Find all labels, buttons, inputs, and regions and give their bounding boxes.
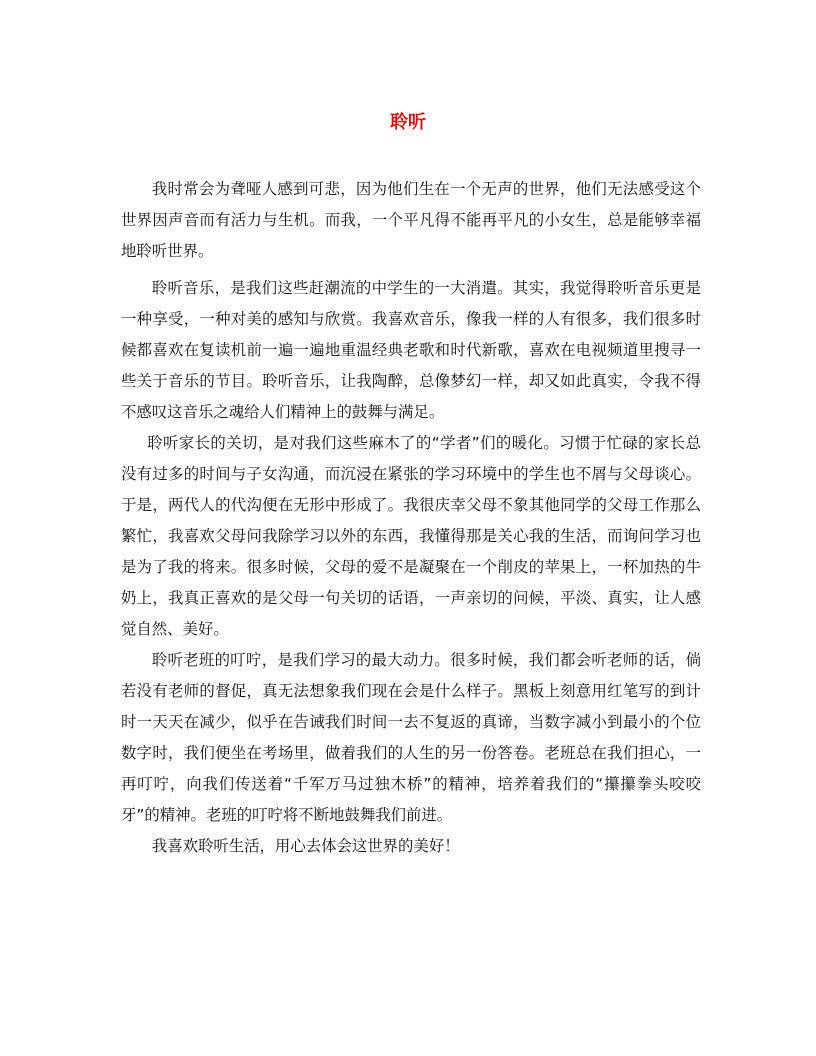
document-title: 聆听: [390, 112, 426, 133]
paragraph-music: 聆听音乐，是我们这些赶潮流的中学生的一大消遣。其实，我觉得聆听音乐更是一种享受，一种对美的感知与欣赏。我喜欢音乐，像我一样的人有很多，我们很多时候都喜欢在复读机前一遍一遍地重温经典老歌和时代新歌，喜欢在电视频道里搜寻一些关于音乐的节目。聆听音乐，让我陶醉，总像梦幻一样，却又如此真实，令我不得不感叹这音乐之魂给人们精神上的鼓舞与满足。: [121, 279, 701, 421]
paragraph-conclusion: 我喜欢聆听生活，用心去体会这世界的美好！: [151, 837, 460, 855]
paragraph-parents: 聆听家长的关切，是对我们这些麻木了的“学者”们的暖化。习惯于忙碌的家长总没有过多的时间与子女沟通，而沉浸在紧张的学习环境中的学生也不屑与父母谈心。于是，两代人的代沟便在无形中形成了。我很庆幸父母不象其他同学的父母工作那么繁忙，我喜欢父母问我除学习以外的东西，我懂得那是关心我的生活，而询问学习也是为了我的将来。很多时候，父母的爱不是凝聚在一个削皮的苹果上，一杯加热的牛奶上，我真正喜欢的是父母一句关切的话语，一声亲切的问候，平淡、真实，让人感觉自然、美好。: [121, 434, 701, 638]
paragraph-teacher: 聆听老班的叮咛，是我们学习的最大动力。很多时候，我们都会听老师的话，倘若没有老师的督促，真无法想象我们现在会是什么样子。黑板上刻意用红笔写的到计时一天天在减少，似乎在告诫我们时间一去不复返的真谛，当数字减小到最小的个位数字时，我们便坐在考场里，做着我们的人生的另一份答卷。老班总在我们担心，一再叮咛，向我们传送着“千军万马过独木桥”的精神，培养着我们的“攥攥拳头咬咬牙”的精神。老班的叮咛将不断地鼓舞我们前进。: [121, 651, 701, 824]
document-body: [121, 174, 701, 862]
paragraph-intro: 我时常会为聋哑人感到可悲，因为他们生在一个无声的世界，他们无法感受这个世界因声音而有活力与生机。而我，一个平凡得不能再平凡的小女生，总是能够幸福地聆听世界。: [121, 180, 701, 260]
